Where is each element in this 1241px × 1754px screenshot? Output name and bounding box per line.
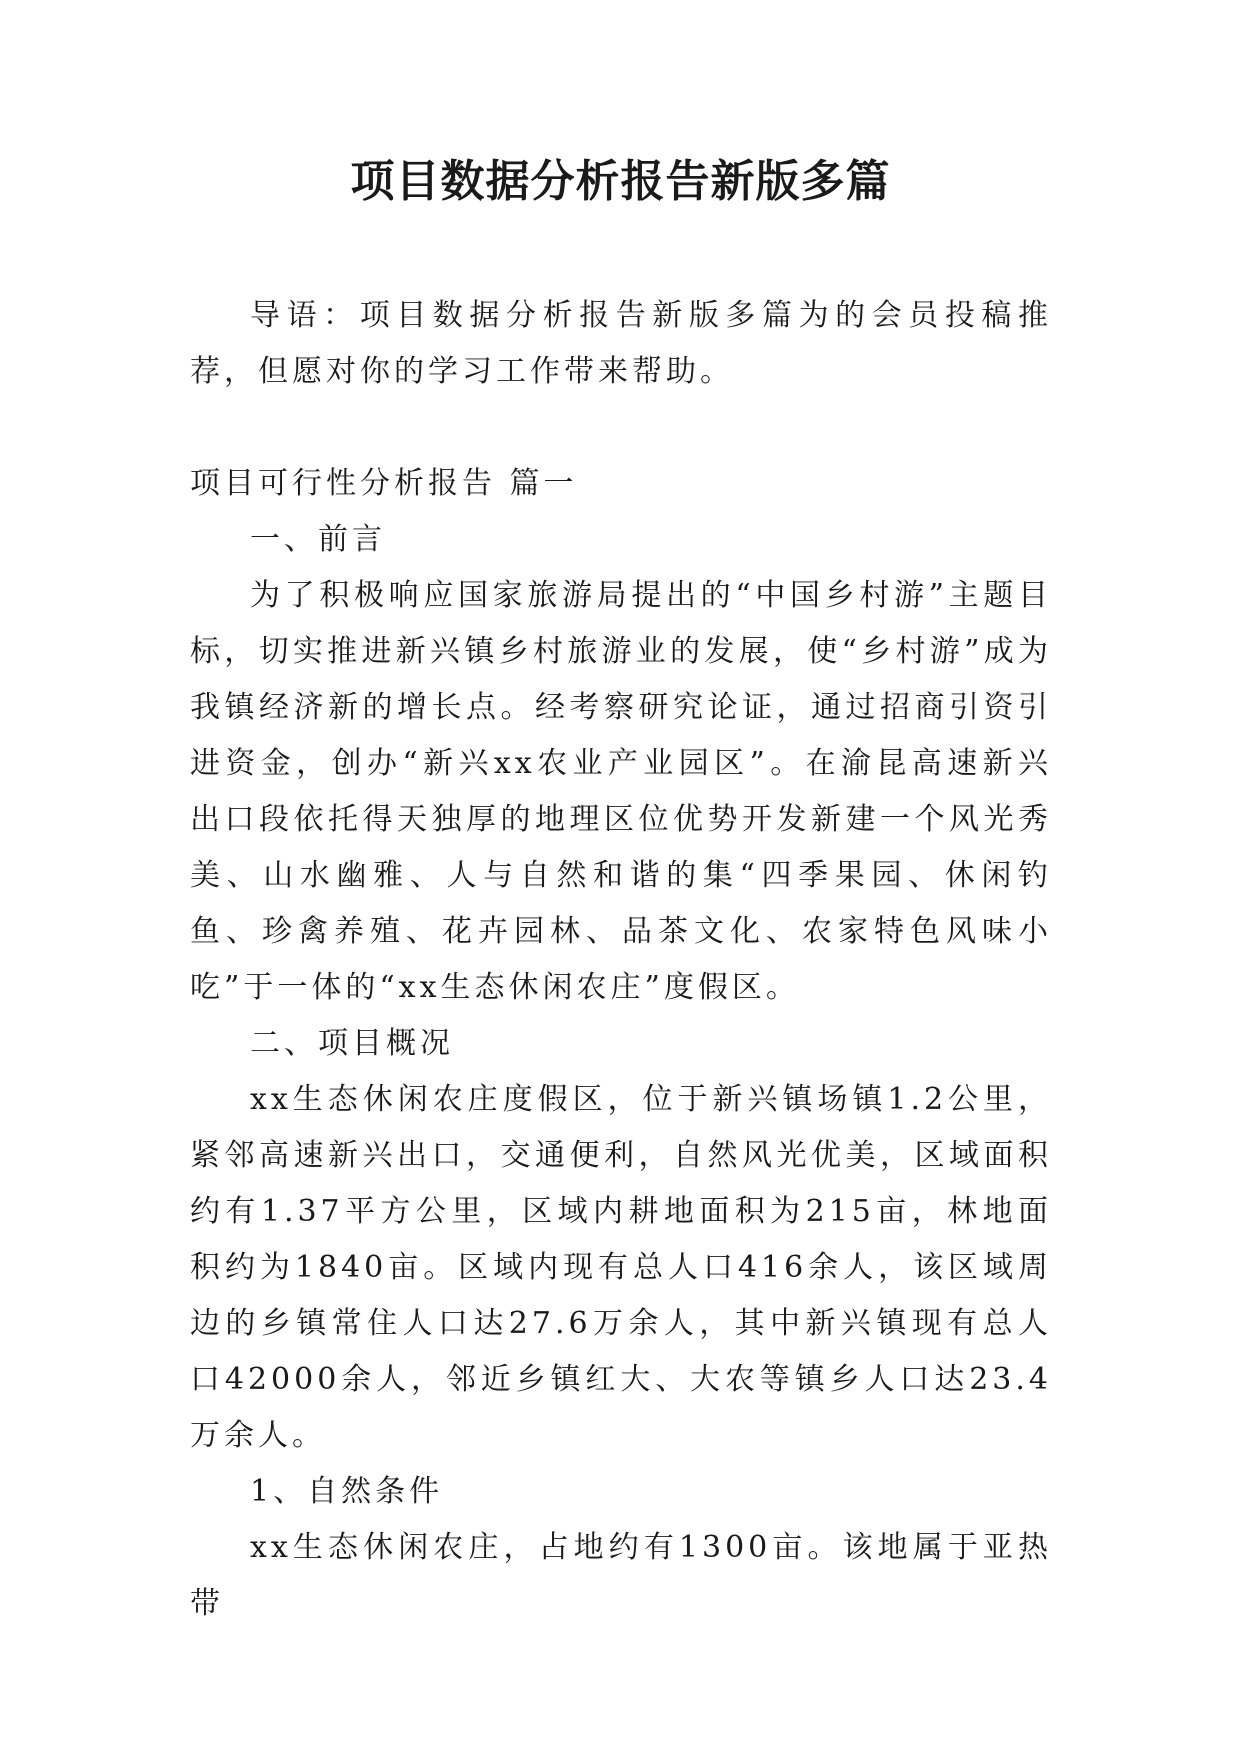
section-heading: 项目可行性分析报告 篇一 <box>190 466 578 501</box>
heading-project-overview: 二、项目概况 <box>250 1026 454 1061</box>
paragraph-natural-conditions: xx生态休闲农庄，占地约有1300亩。该地属于亚热带 <box>190 1530 1052 1621</box>
spacer <box>190 400 1052 456</box>
document-body <box>190 288 1052 1632</box>
document-title: 项目数据分析报告新版多篇 <box>350 156 891 207</box>
paragraph-project-overview: xx生态休闲农庄度假区，位于新兴镇场镇1.2公里，紧邻高速新兴出口，交通便利，自然风光优美，区域面积约有1.37平方公里，区域内耕地面积为215亩，林地面积约为1840亩。区域内现有总人口416余人，该区域周边的乡镇常住人口达27.6万余人，其中新兴镇现有总人口42000余人，邻近乡镇红大、大农等镇乡人口达23.4万余人。 <box>190 1082 1052 1453</box>
paragraph-preface: 为了积极响应国家旅游局提出的“中国乡村游”主题目标，切实推进新兴镇乡村旅游业的发展，使“乡村游”成为我镇经济新的增长点。经考察研究论证，通过招商引资引进资金，创办“新兴xx农业产业园区”。在渝昆高速新兴出口段依托得天独厚的地理区位优势开发新建一个风光秀美、山水幽雅、人与自然和谐的集“四季果园、休闲钓鱼、珍禽养殖、花卉园林、品茶文化、农家特色风味小吃”于一体的“xx生态休闲农庄”度假区。 <box>190 578 1052 1005</box>
intro-paragraph: 导语：项目数据分析报告新版多篇为的会员投稿推荐，但愿对你的学习工作带来帮助。 <box>190 298 1052 389</box>
heading-natural-conditions: 1、自然条件 <box>250 1474 444 1509</box>
heading-preface: 一、前言 <box>250 522 386 557</box>
